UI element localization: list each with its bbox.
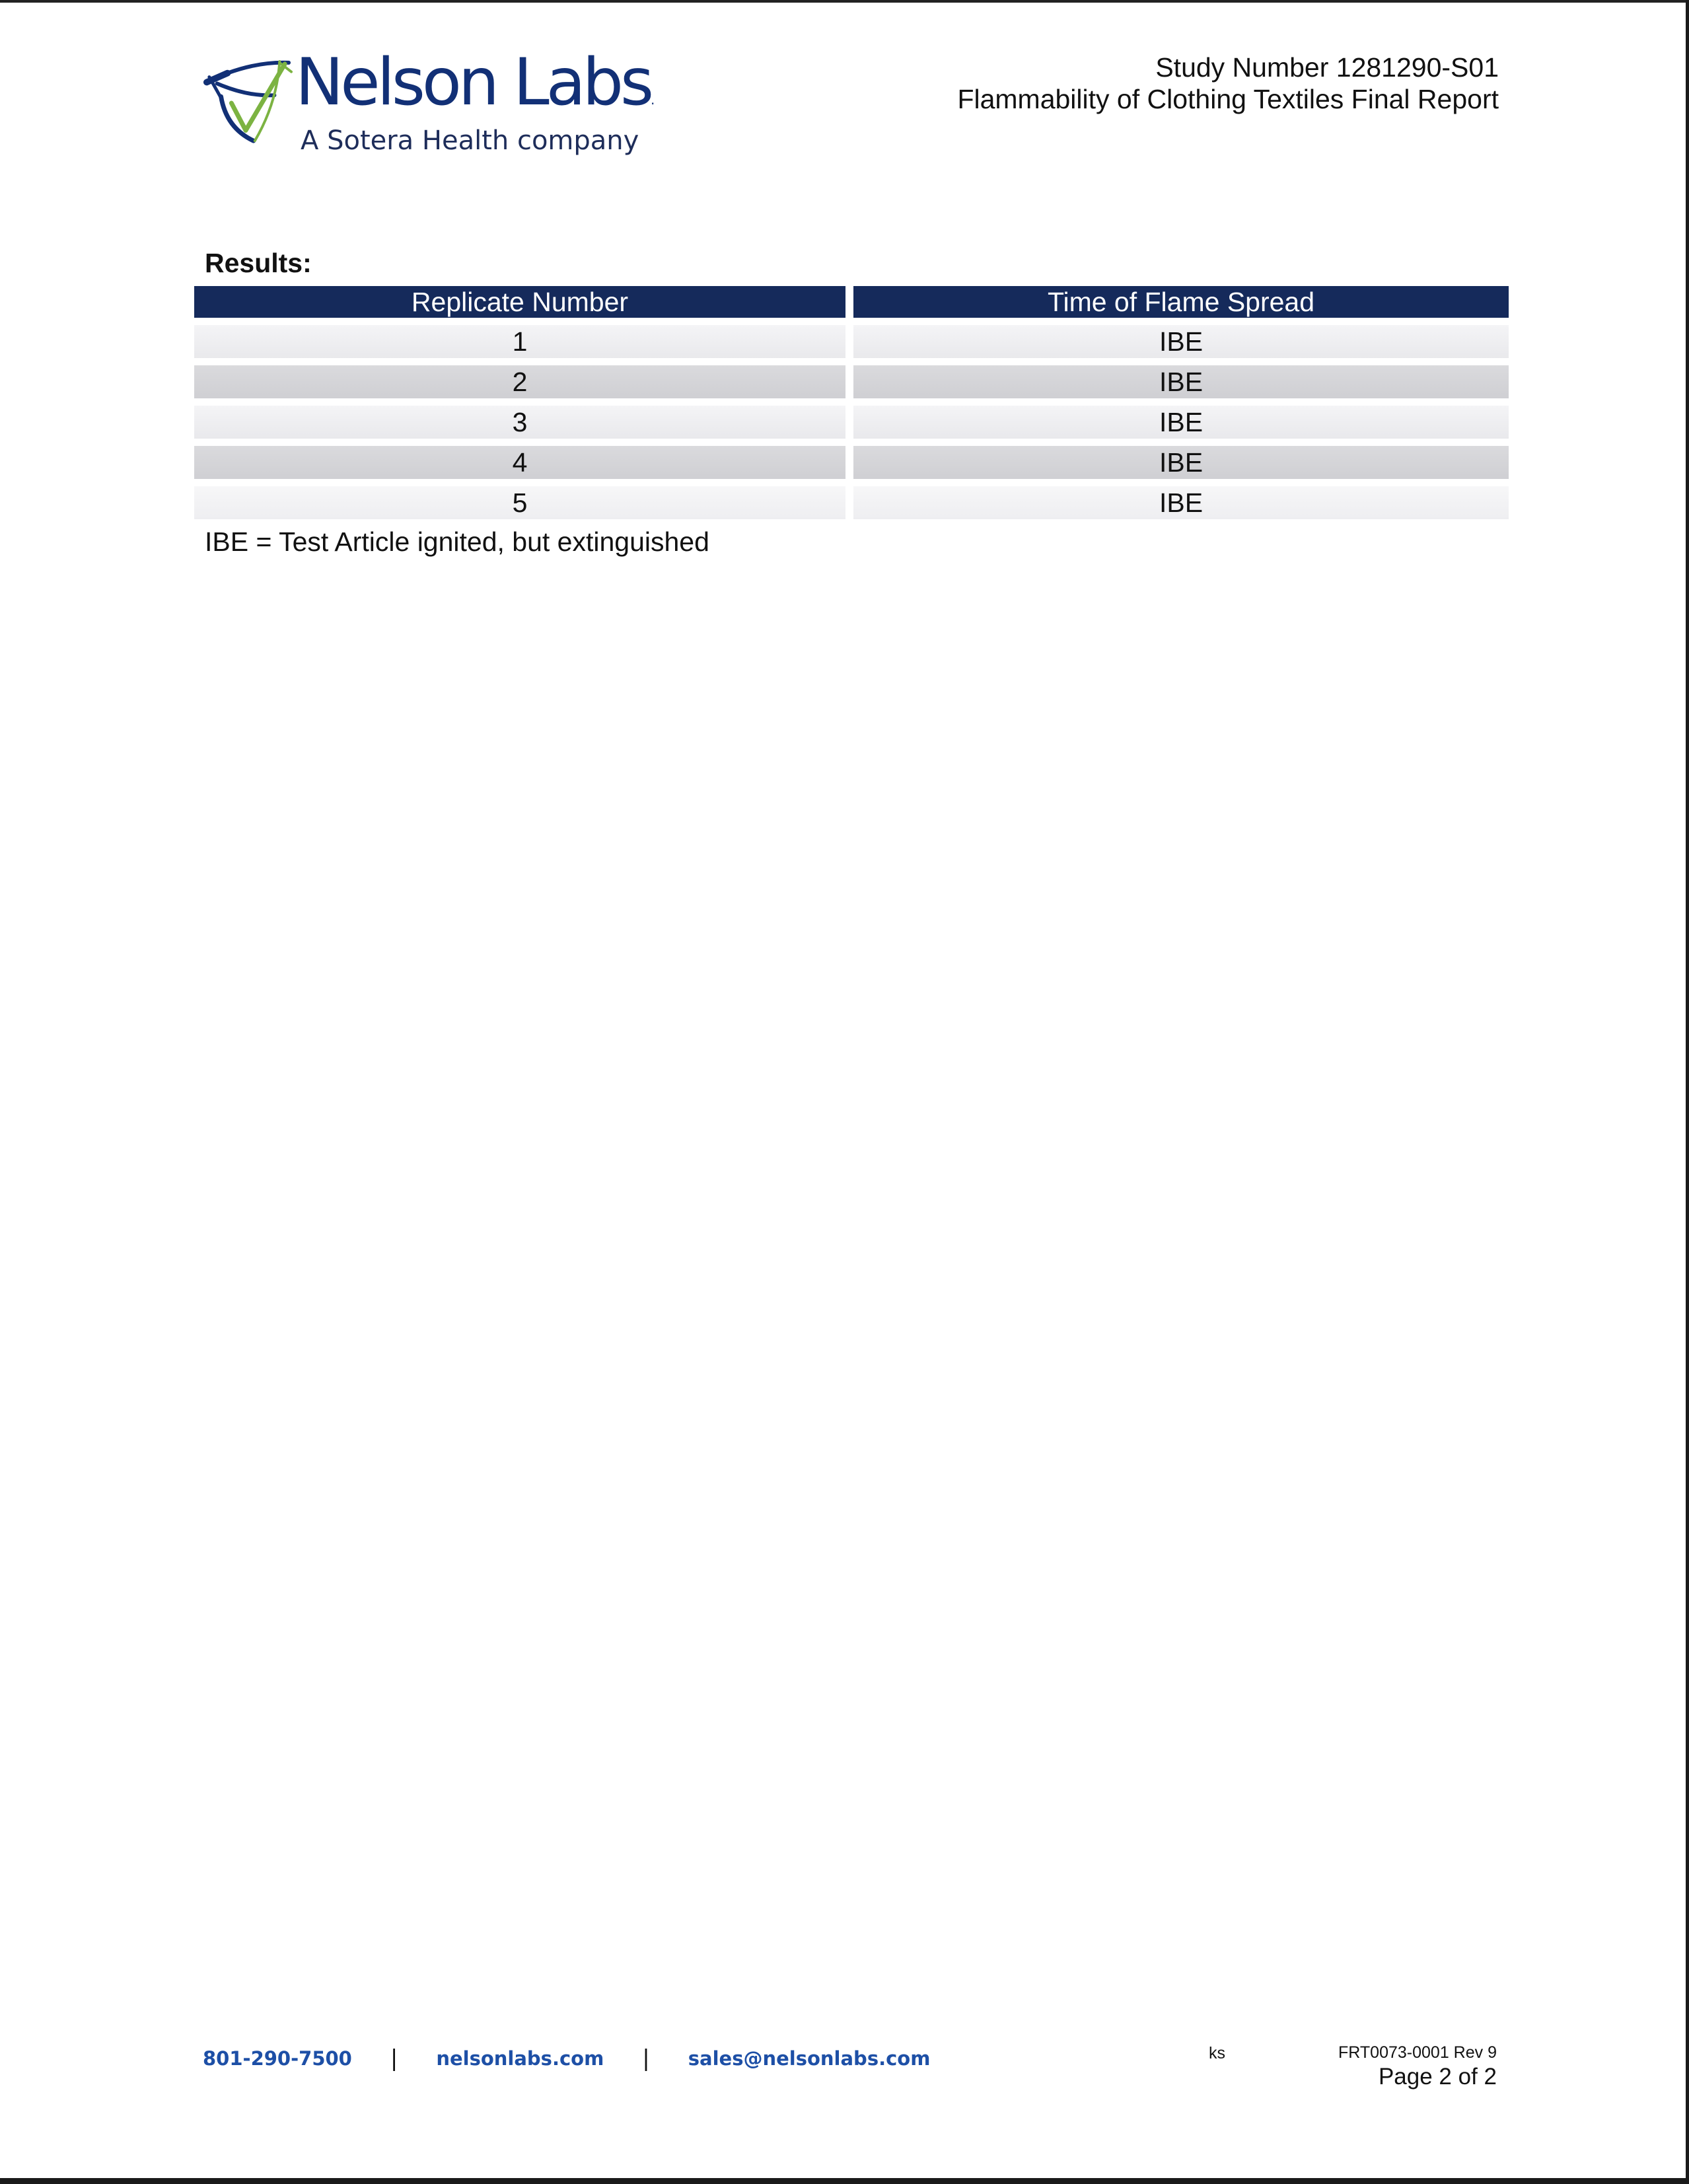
table-row (194, 486, 1509, 519)
replicate-cell: 2 (194, 365, 845, 398)
replicate-cell: 5 (194, 486, 845, 519)
table-row (194, 446, 1509, 479)
footer-phone[interactable]: 801-290-7500 (203, 2047, 352, 2070)
results-table (194, 286, 1509, 527)
table-header-row (194, 286, 1509, 318)
footer-separator: | (642, 2045, 650, 2072)
replicate-cell: 3 (194, 406, 845, 439)
scan-edge-bottom (0, 2178, 1689, 2184)
logo-wordmark (295, 45, 655, 120)
column-header-replicate: Replicate Number (194, 286, 845, 318)
column-header-time: Time of Flame Spread (853, 286, 1509, 318)
ibe-footnote: IBE = Test Article ignited, but extinguished (205, 527, 709, 557)
form-id: FRT0073-0001 Rev 9 (1338, 2043, 1497, 2062)
footer-website-link[interactable]: nelsonlabs.com (436, 2047, 604, 2070)
logo-registered-mark: . (651, 92, 655, 108)
reviewer-initials: ks (1209, 2044, 1225, 2062)
time-cell: IBE (853, 325, 1509, 358)
logo-name-text: Nelson Labs (295, 45, 651, 120)
replicate-cell: 1 (194, 325, 845, 358)
results-heading: Results: (205, 248, 312, 278)
scan-edge-right (1686, 0, 1689, 2184)
time-cell: IBE (853, 406, 1509, 439)
nelson-labs-logo-icon (201, 57, 293, 149)
scan-edge-top (0, 0, 1689, 3)
table-row (194, 365, 1509, 398)
table-row (194, 325, 1509, 358)
table-row (194, 406, 1509, 439)
footer-email-link[interactable]: sales@nelsonlabs.com (688, 2047, 931, 2070)
footer-contacts (203, 2045, 930, 2072)
time-cell: IBE (853, 486, 1509, 519)
logo-tagline: A Sotera Health company (301, 126, 639, 156)
report-header (957, 52, 1499, 115)
replicate-cell: 4 (194, 446, 845, 479)
time-cell: IBE (853, 446, 1509, 479)
report-title: Flammability of Clothing Textiles Final Report (957, 84, 1499, 114)
company-logo (201, 45, 655, 164)
study-number: Study Number 1281290-S01 (1155, 52, 1499, 83)
time-cell: IBE (853, 365, 1509, 398)
page-number: Page 2 of 2 (1378, 2064, 1497, 2090)
footer-separator: | (390, 2045, 398, 2072)
